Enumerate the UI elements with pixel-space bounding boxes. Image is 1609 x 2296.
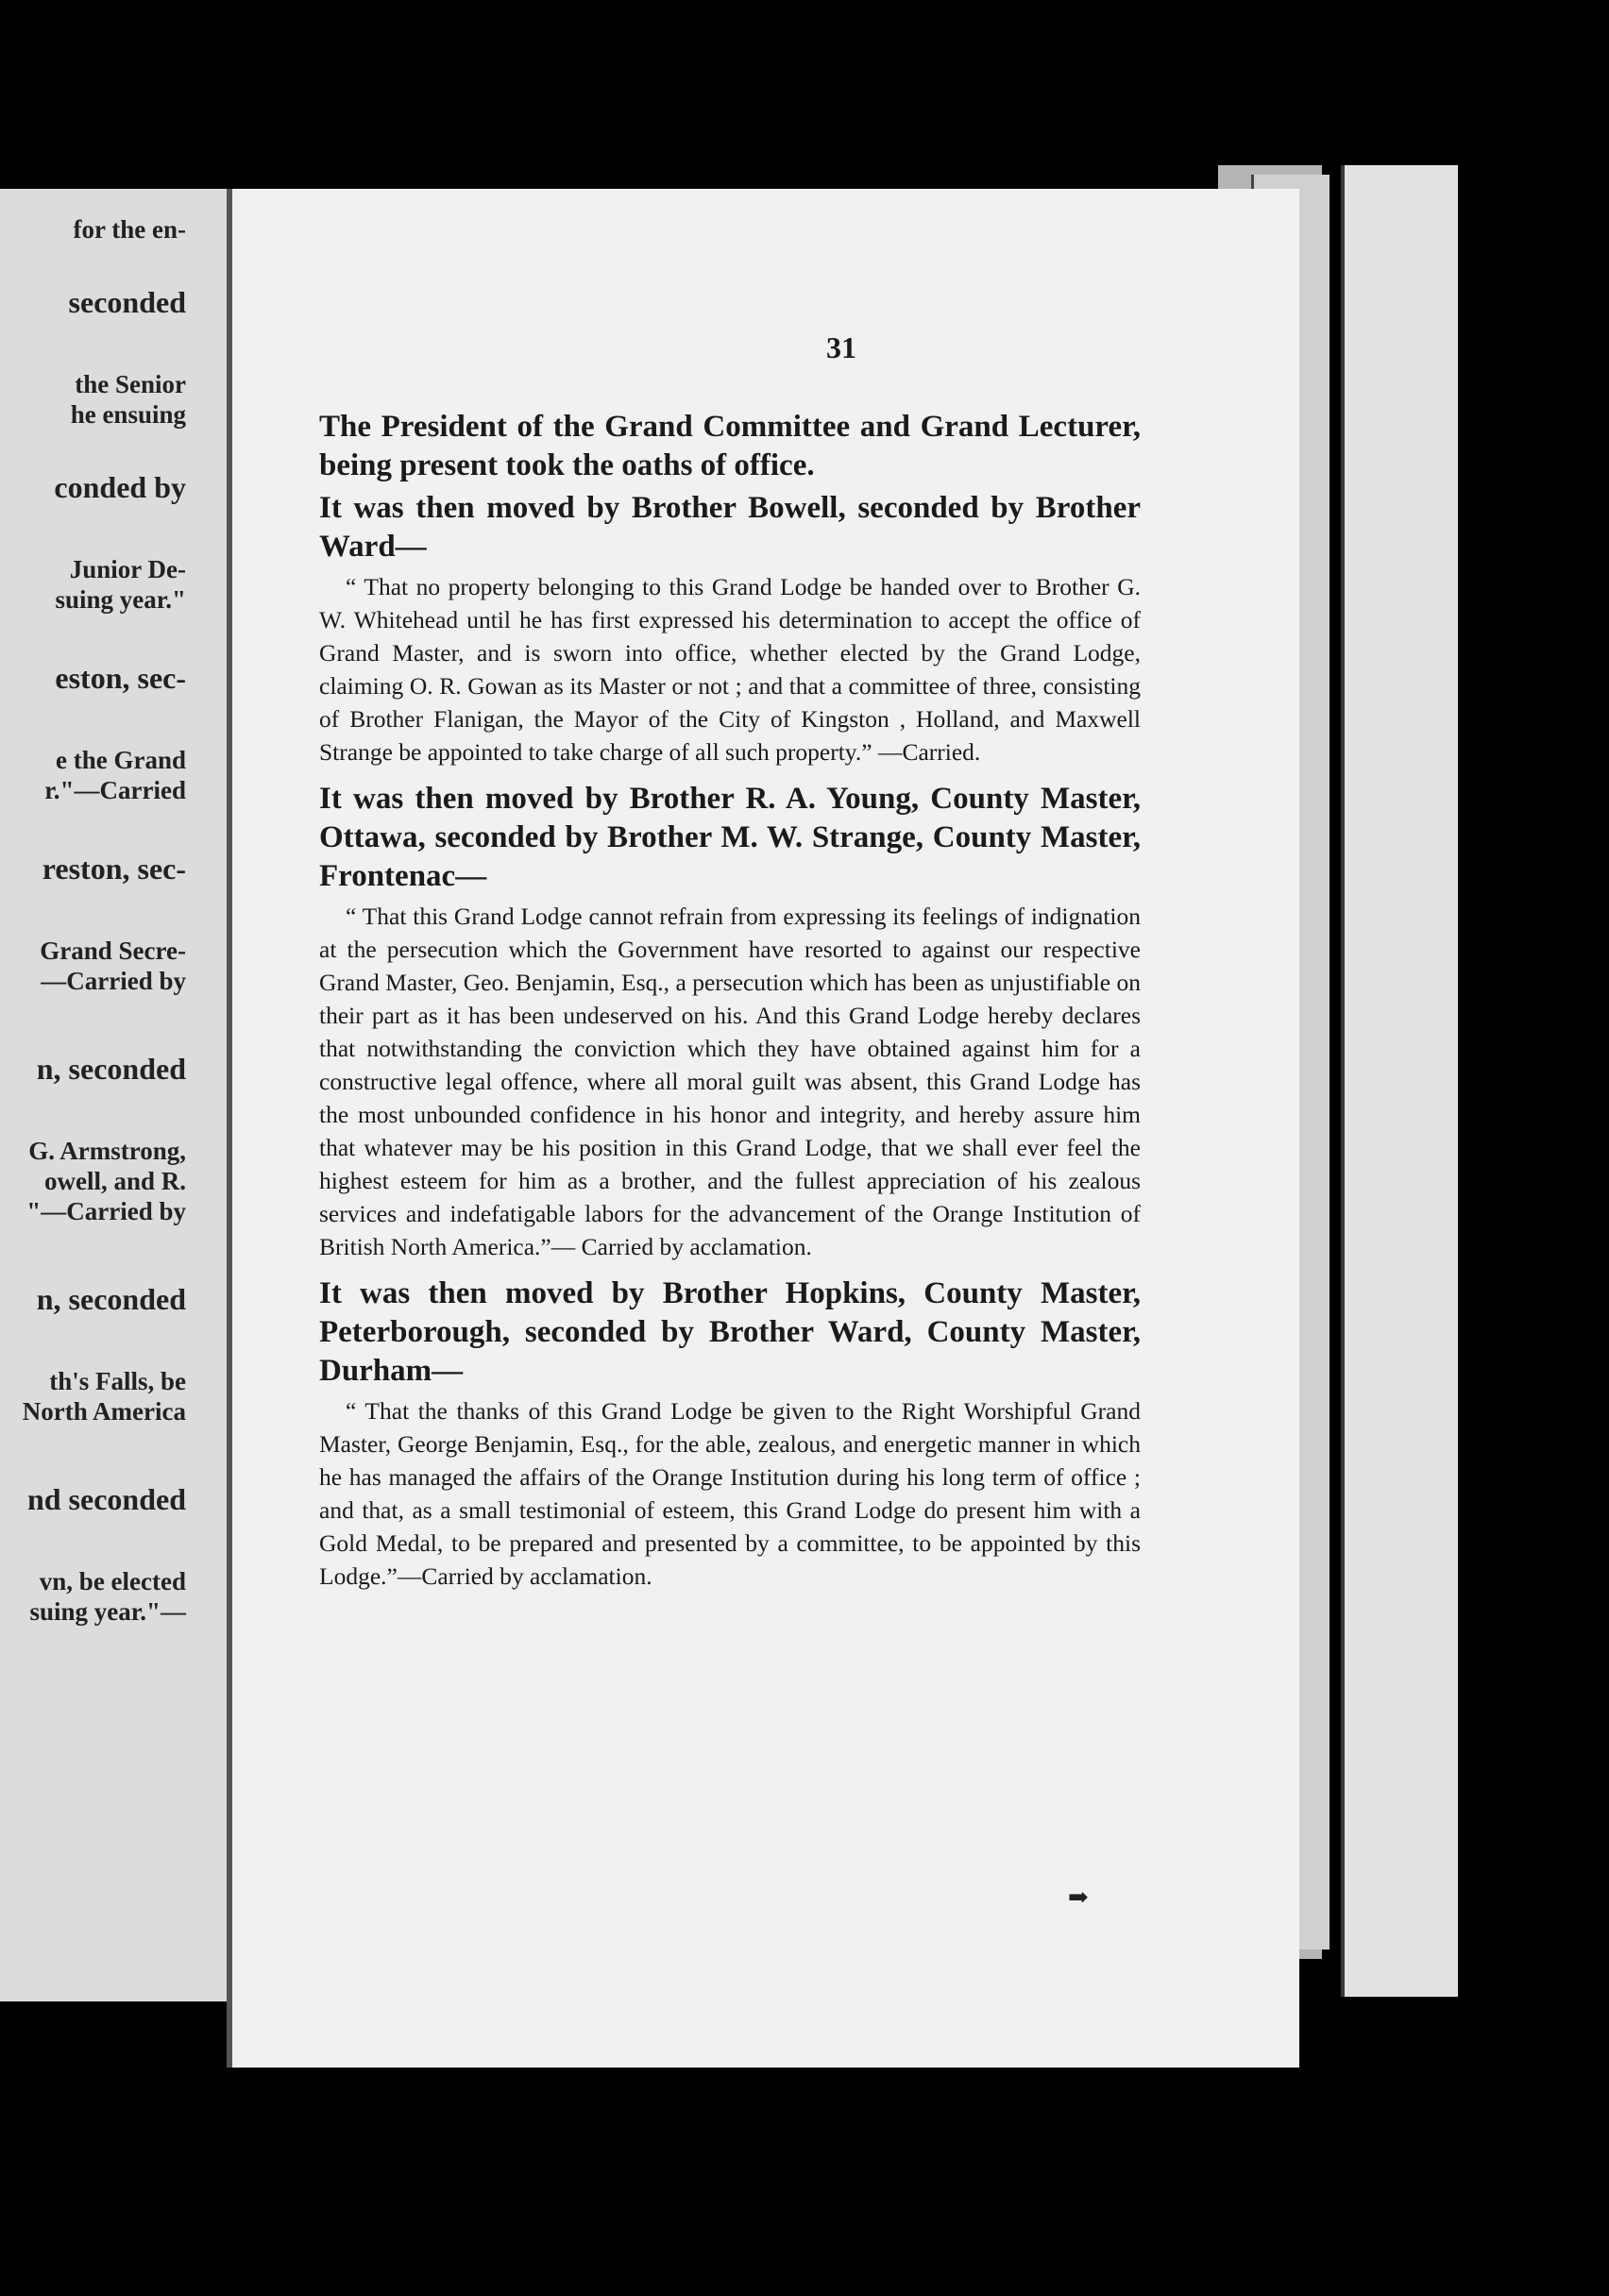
facing-page-line: for the en- (73, 215, 186, 244)
facing-page-left (0, 189, 231, 2001)
facing-page-line: th's Falls, be (49, 1367, 186, 1395)
page-body (319, 408, 1141, 1604)
facing-page-line: eston, sec- (55, 661, 186, 695)
facing-page-line: suing year."— (29, 1597, 186, 1626)
motion-paragraph: It was then moved by Brother Hopkins, County Master, Peterborough, seconded by Brother Ward, County Master, Durham— (319, 1276, 1141, 1388)
motion-paragraph: It was then moved by Brother Bowell, seconded by Brother Ward— (319, 491, 1141, 564)
document-page (227, 189, 1299, 2068)
facing-page-line: he ensuing (70, 400, 186, 429)
facing-page-line: G. Armstrong, (28, 1137, 186, 1165)
facing-page-line: "—Carried by (26, 1197, 186, 1225)
facing-page-line: e the Grand (56, 746, 186, 774)
resolution-paragraph: “ That no property belonging to this Grand Lodge be handed over to Brother G. W. Whitehead until he has first expressed his determination to accept the office of Grand Master, and is sworn into office, whether elected by the Grand Lodge, claiming O. R. Gowan as its Master or not ; and that a committee of three, consisting of Brother Flanigan, the Mayor of the City of Kingston , Holland, and Maxwell Strange be appointed to take charge of all such property.” —Carried. (319, 573, 1141, 766)
facing-page-line: Junior De- (69, 555, 186, 583)
facing-page-line: reston, sec- (42, 852, 186, 886)
facing-page-line: r."—Carried (44, 776, 186, 804)
facing-page-line: nd seconded (26, 1482, 186, 1516)
page-stack-edge-outer (1341, 165, 1458, 1997)
facing-page-text (0, 189, 231, 2001)
facing-page-line: —Carried by (41, 967, 186, 995)
facing-page-line: conded by (54, 470, 186, 504)
facing-page-line: North America (22, 1397, 186, 1426)
facing-page-line: n, seconded (36, 1052, 186, 1086)
resolution-paragraph: “ That the thanks of this Grand Lodge be given to the Right Worshipful Grand Master, George Benjamin, Esq., for the able, zealous, and energetic manner in which he has managed the affairs of the Orange Institution during his long term of office ; and that, as a small testimonial of esteem, this Grand Lodge do present him with a Gold Medal, to be prepared and presented by a committee, to be appointed by this Lodge.”—Carried by acclamation. (319, 1397, 1141, 1590)
facing-page-line: seconded (68, 285, 186, 319)
motion-paragraph: It was then moved by Brother R. A. Young, County Master, Ottawa, seconded by Brother M. W. Strange, County Master, Frontenac— (319, 782, 1141, 893)
margin-arrow-icon: ➡ (1068, 1883, 1089, 1911)
facing-page-line: Grand Secre- (40, 937, 186, 965)
facing-page-line: vn, be elected (39, 1567, 186, 1595)
resolution-paragraph: “ That this Grand Lodge cannot refrain from expressing its feelings of indignation at the persecution which the Government have resorted to against our respective Grand Master, Geo. Benjamin, Esq., a persecution which has been as unjustifiable on their part as it has been undeserved on his. And this Grand Lodge hereby declares that notwithstanding the conviction which they have obtained against him for a constructive legal offence, where all moral guilt was absent, this Grand Lodge has the most unbounded confidence in his honor and integrity, and hereby assure him that whatever may be his position in this Grand Lodge, that we shall ever feel the highest esteem for him as a brother, and the fullest appreciation of his zealous services and indefatigable labors for the advancement of the Orange Institution of British North America.”— Carried by acclamation. (319, 903, 1141, 1260)
facing-page-line: suing year." (55, 585, 186, 614)
facing-page-line: owell, and R. (43, 1167, 186, 1195)
page-number: 31 (826, 330, 856, 364)
facing-page-line: the Senior (75, 370, 186, 398)
motion-paragraph: The President of the Grand Committee and Grand Lecturer, being present took the oaths of office. (319, 410, 1141, 482)
facing-page-line: n, seconded (36, 1282, 186, 1316)
